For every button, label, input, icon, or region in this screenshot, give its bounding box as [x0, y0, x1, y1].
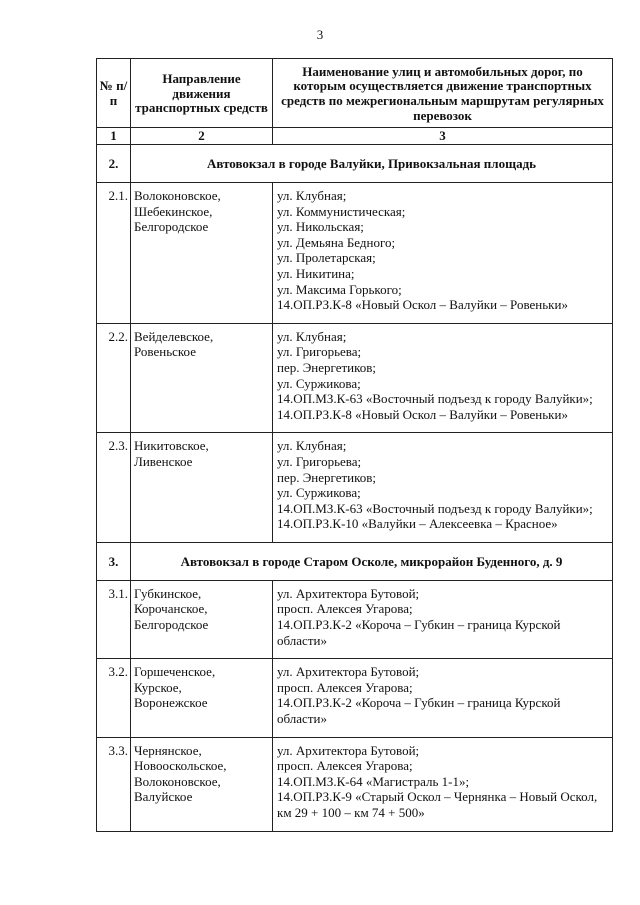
section-title: Автовокзал в городе Старом Осколе, микрорайон Буденного, д. 9 [131, 542, 613, 580]
section-row [97, 145, 613, 183]
column-number-2: 2 [131, 128, 273, 145]
section-row [97, 542, 613, 580]
street-line: ул. Клубная; [277, 328, 347, 344]
page-number: 3 [316, 27, 324, 42]
section-number: 3. [97, 542, 131, 580]
table-row [97, 183, 613, 324]
street-line: 14.ОП.РЗ.К-8 «Новый Оскол – Валуйки – Ровеньки» [277, 297, 568, 313]
streets-cell [273, 433, 613, 543]
street-line: ул. Никольская; [277, 219, 364, 235]
table-row [97, 580, 613, 658]
row-number: 2.3. [97, 433, 131, 543]
row-number: 3.2. [97, 659, 131, 737]
direction-line: Ливенское [134, 453, 193, 469]
streets-cell [273, 323, 613, 433]
street-line: 14.ОП.МЗ.К-64 «Магистраль 1-1»; [277, 773, 470, 789]
street-line: ул. Никитина; [277, 265, 355, 281]
direction-cell [131, 580, 273, 658]
street-line: пер. Энергетиков; [277, 359, 377, 375]
street-line: 14.ОП.РЗ.К-2 «Короча – Губкин – граница Курской области» [277, 695, 561, 727]
direction-cell [131, 433, 273, 543]
table-header-row [97, 59, 613, 128]
routes-table [96, 58, 613, 832]
direction-cell [131, 183, 273, 324]
street-line: 14.ОП.РЗ.К-10 «Валуйки – Алексеевка – Красное» [277, 516, 558, 532]
direction-line: Ровеньское [134, 344, 196, 360]
row-number: 2.2. [97, 323, 131, 433]
direction-cell [131, 659, 273, 737]
direction-line: Новооскольское, [134, 758, 227, 774]
row-number: 3.3. [97, 737, 131, 831]
direction-line: Губкинское, [134, 585, 202, 601]
section-title: Автовокзал в городе Валуйки, Привокзальная площадь [131, 145, 613, 183]
street-line: ул. Максима Горького; [277, 281, 402, 297]
direction-line: Белгородское [134, 219, 209, 235]
direction-line: Курское, [134, 679, 182, 695]
header-streets: Наименование улиц и автомобильных дорог, по которым осуществляется движение транспортных средств по межрегиональным маршрутам регулярных перевозок [273, 59, 613, 128]
street-line: ул. Суржикова; [277, 485, 361, 501]
table-row [97, 433, 613, 543]
section-number: 2. [97, 145, 131, 183]
direction-line: Волоконовское, [134, 188, 221, 203]
street-line: ул. Демьяна Бедного; [277, 234, 396, 250]
streets-cell [273, 659, 613, 737]
street-line: 14.ОП.РЗ.К-8 «Новый Оскол – Валуйки – Ровеньки» [277, 406, 568, 422]
street-line: пер. Энергетиков; [277, 469, 377, 485]
direction-line: Корочанское, [134, 601, 208, 617]
street-line: ул. Архитектора Бутовой; [277, 664, 420, 680]
street-line: 14.ОП.РЗ.К-2 «Короча – Губкин – граница Курской области» [277, 617, 561, 648]
direction-line: Чернянское, [134, 742, 202, 758]
streets-cell [273, 580, 613, 658]
direction-line: Шебекинское, [134, 203, 213, 219]
header-direction: Направление движения транспортных средств [131, 59, 273, 128]
header-number: № п/п [97, 59, 131, 128]
street-line: просп. Алексея Угарова; [277, 601, 413, 617]
table-row [97, 323, 613, 433]
direction-cell [131, 737, 273, 831]
street-line: ул. Архитектора Бутовой; [277, 585, 420, 601]
street-line: ул. Архитектора Бутовой; [277, 742, 420, 758]
row-number: 2.1. [97, 183, 131, 324]
table-row [97, 659, 613, 737]
street-line: просп. Алексея Угарова; [277, 758, 413, 774]
direction-line: Волоконовское, [134, 773, 221, 789]
column-number-3: 3 [273, 128, 613, 145]
street-line: ул. Клубная; [277, 438, 347, 454]
direction-cell [131, 323, 273, 433]
street-line: ул. Григорьева; [277, 453, 362, 469]
direction-line: Валуйское [134, 789, 193, 805]
street-line: ул. Григорьева; [277, 344, 362, 360]
street-line: ул. Пролетарская; [277, 250, 376, 266]
streets-cell [273, 737, 613, 831]
direction-line: Белгородское [134, 617, 209, 633]
street-line: 14.ОП.МЗ.К-63 «Восточный подъезд к городу Валуйки»; [277, 500, 593, 516]
streets-cell [273, 183, 613, 324]
street-line: просп. Алексея Угарова; [277, 679, 413, 695]
column-number-1: 1 [97, 128, 131, 145]
street-line: ул. Клубная; [277, 188, 347, 203]
direction-line: Никитовское, [134, 438, 209, 454]
direction-line: Горшеченское, [134, 664, 216, 680]
street-line: 14.ОП.РЗ.К-9 «Старый Оскол – Чернянка – Новый Оскол, км 29 + 100 – км 74 + 500» [277, 789, 598, 820]
direction-line: Вейделевское, [134, 328, 214, 344]
column-numbers-row [97, 128, 613, 145]
row-number: 3.1. [97, 580, 131, 658]
street-line: 14.ОП.МЗ.К-63 «Восточный подъезд к городу Валуйки»; [277, 391, 593, 407]
street-line: ул. Коммунистическая; [277, 203, 406, 219]
table-row [97, 737, 613, 831]
direction-line: Воронежское [134, 695, 208, 711]
street-line: ул. Суржикова; [277, 375, 361, 391]
table-body [97, 145, 613, 832]
